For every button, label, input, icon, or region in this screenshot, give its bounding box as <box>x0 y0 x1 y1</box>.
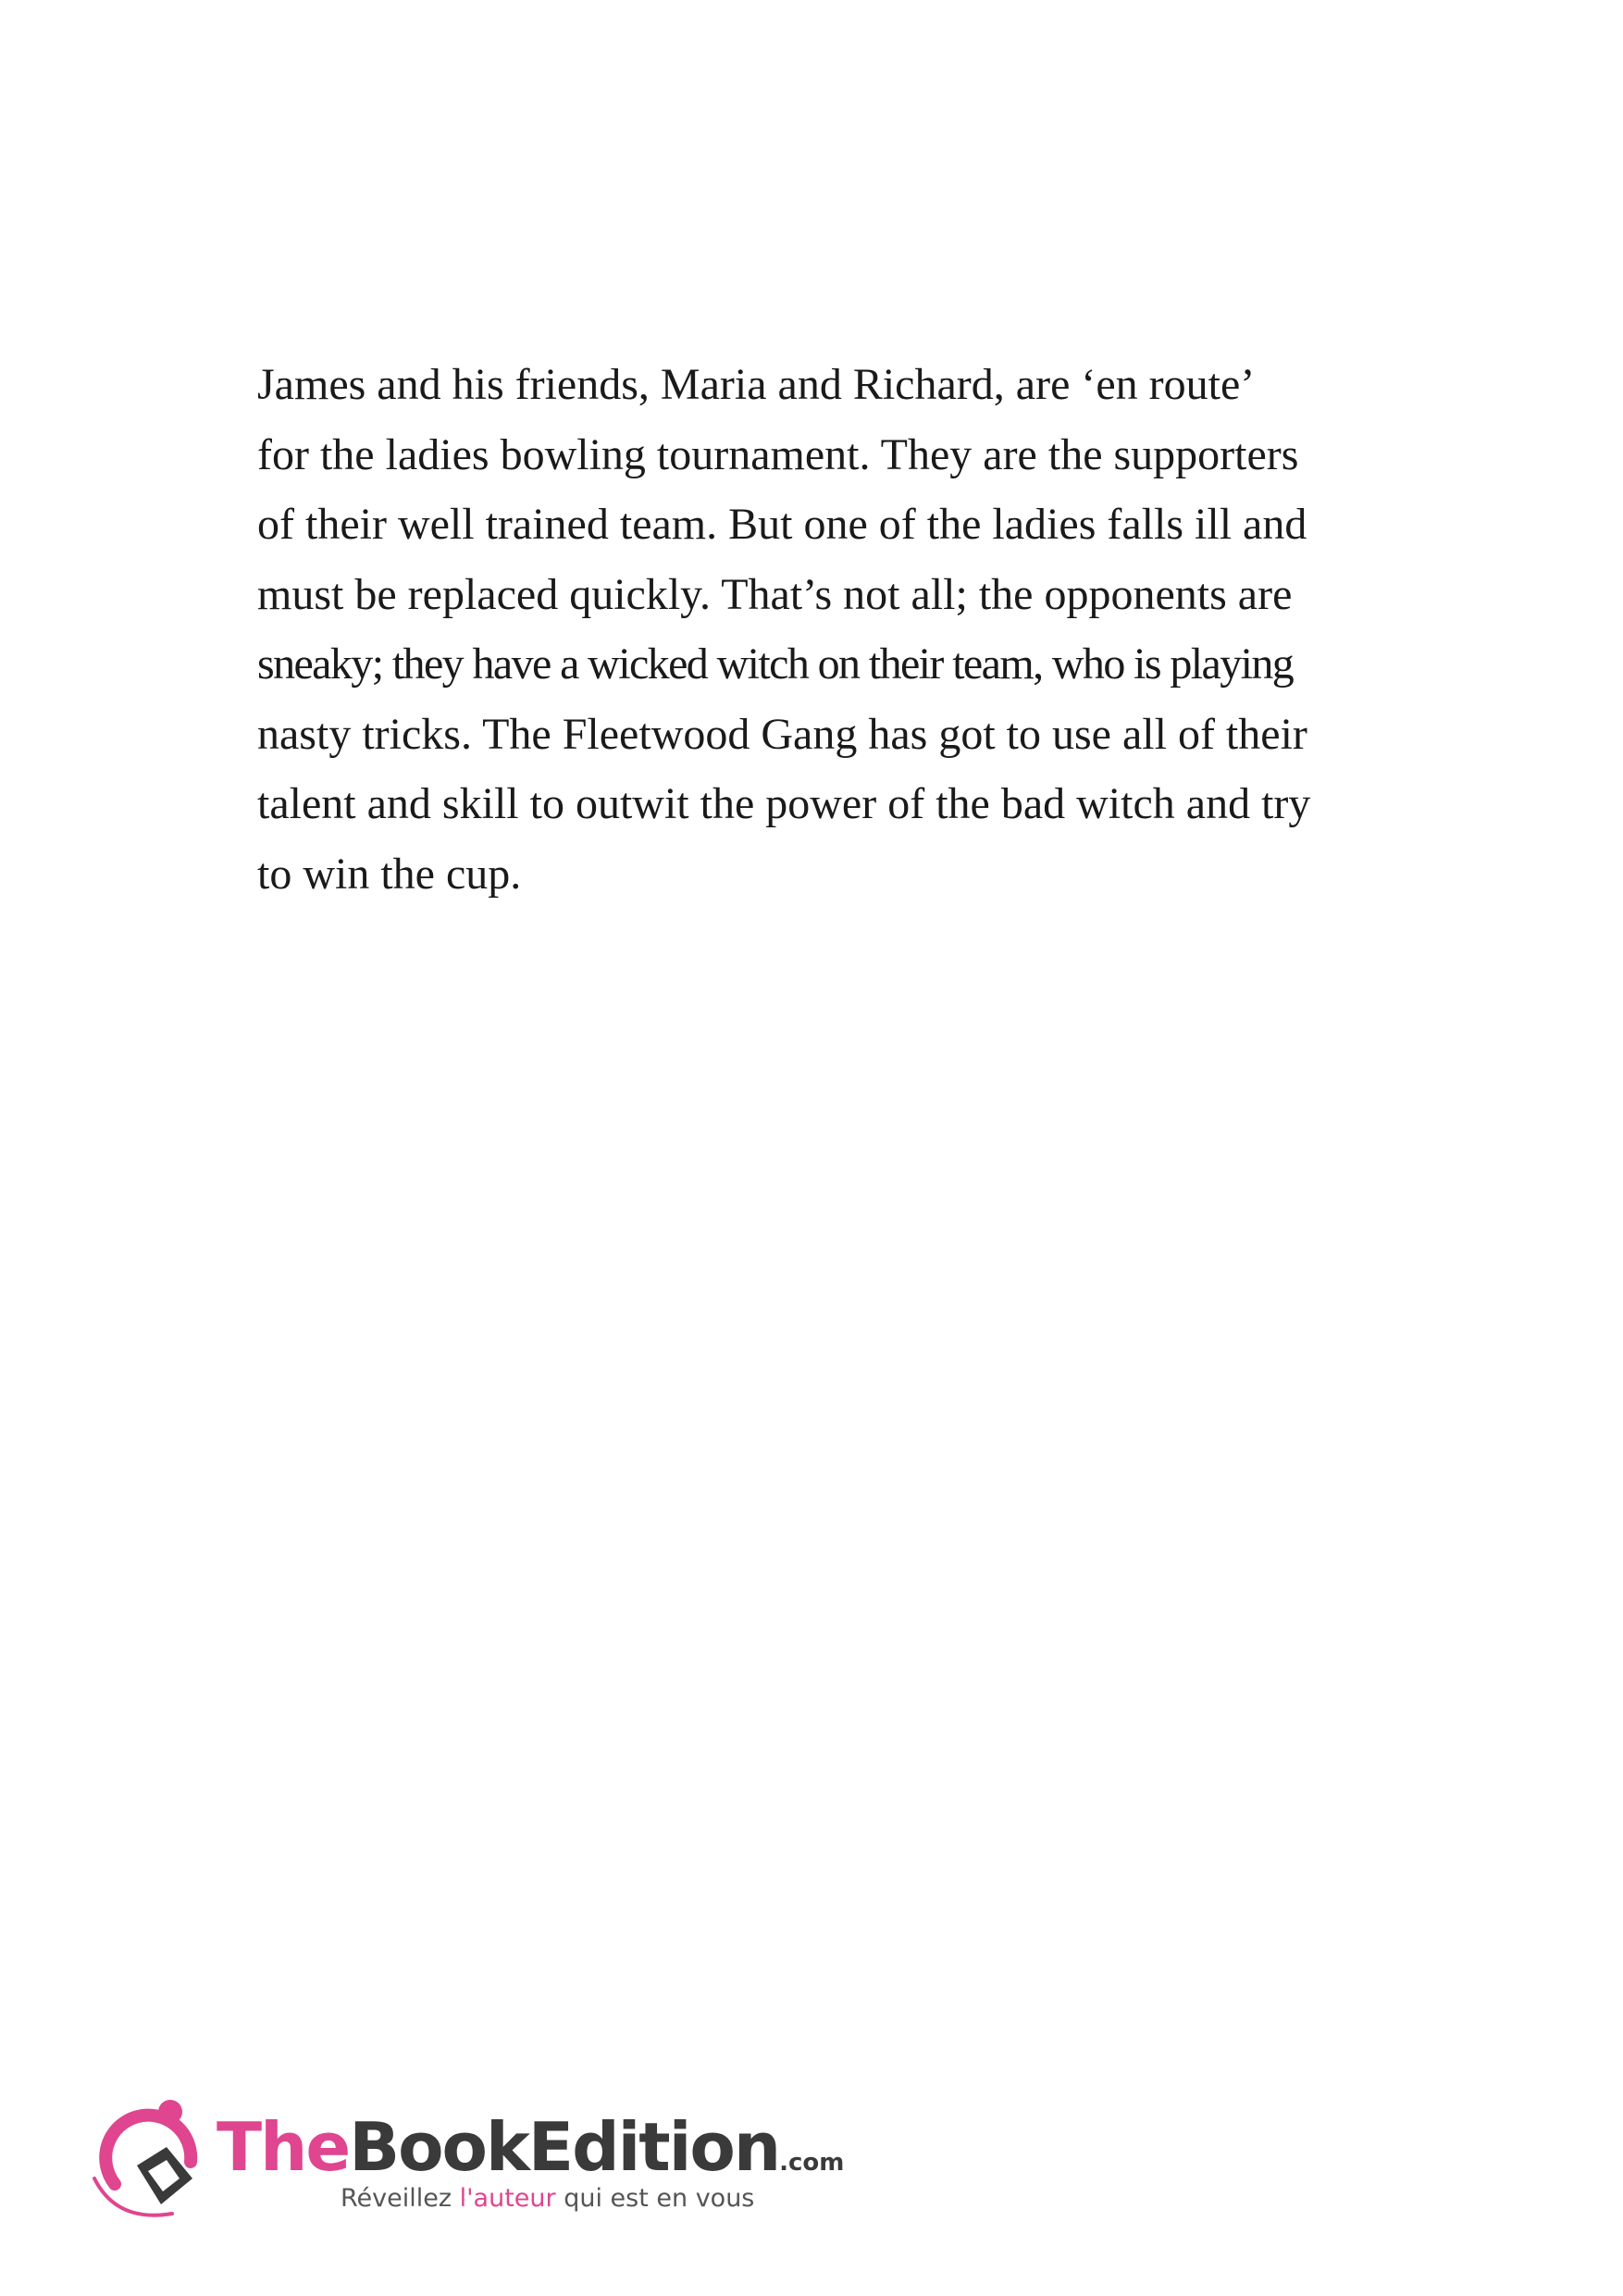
blurb-line: of their well trained team. But one of the ladies falls ill and <box>257 500 1307 549</box>
blurb-line: to win the cup. <box>257 849 522 899</box>
blurb-line: for the ladies bowling tournament. They are the supporters <box>257 429 1299 479</box>
blurb-line: nasty tricks. The Fleetwood Gang has got to use all of their <box>257 709 1307 759</box>
logo-word-com: .com <box>779 2149 845 2177</box>
blurb-line: sneaky; they have a wicked witch on their team, who is playing <box>257 639 1294 689</box>
logo-word-edition: Edition <box>527 2108 780 2186</box>
publisher-logo <box>89 2093 848 2232</box>
blurb-line: talent and skill to outwit the power of the bad witch and try <box>257 779 1311 828</box>
blurb-line: James and his friends, Maria and Richard, are ‘en route’ <box>257 360 1256 409</box>
blurb-line: must be replaced quickly. That’s not all; the opponents are <box>257 569 1293 619</box>
logo-tagline <box>341 2184 754 2214</box>
tagline-accent: l'auteur <box>459 2184 556 2213</box>
tagline-start: Réveillez <box>341 2184 460 2213</box>
logo-word-book: Book <box>349 2108 528 2186</box>
logo-word-the: The <box>217 2108 350 2186</box>
person-swirl-icon <box>89 2093 209 2223</box>
back-cover-blurb <box>257 350 1368 909</box>
tagline-end: qui est en vous <box>555 2184 755 2213</box>
